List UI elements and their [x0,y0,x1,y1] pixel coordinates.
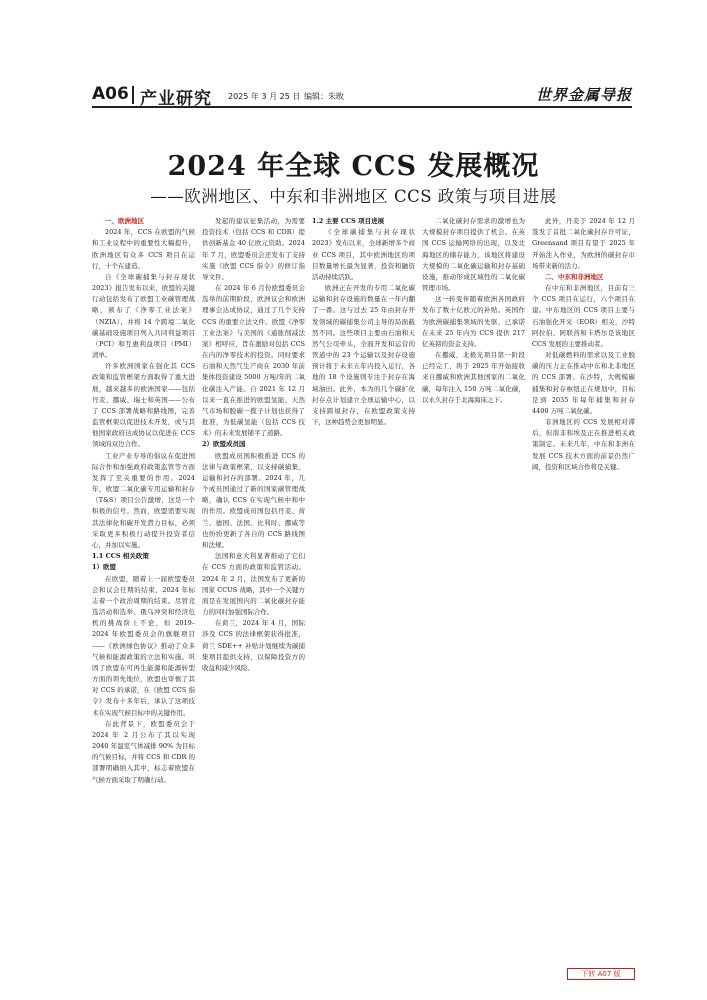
subsection-heading: 2）欧盟成员国 [202,440,246,449]
subsection-heading: 1）欧盟 [92,563,117,572]
column-4 [422,216,525,968]
page-number: A06 [92,84,129,104]
section-name: 产业研究 [140,89,212,109]
continued-notice: 下转 A07 版 [567,968,635,980]
article-title: 2024 年全球 CCS 发展概况 [167,151,540,182]
paragraph: 在挪威，北极光项目第一阶段已经完工，将于 2025 年开始接收来自挪威和欧洲其他国家的二氧化碳，每年注入 150 万吨二氧化碳，以永久封存于北海海床之下。 [422,351,525,404]
subsection-heading: 1.2 主要 CCS 项目进展 [312,217,385,225]
paragraph: 在此背景下，欧盟委员会于 2024 年 2 月公布了其以实现 2040 年温室气体减排 90% 为目标的气候目标，并将 CCS 和 CDR 的部署明确纳入其中，标志着欧盟在气候方面采取了明确行动。 [92,719,195,784]
section-heading: 一、欧洲地区 [105,217,144,225]
paragraph: 法国和意大利显著推动了它们在 CCS 方面的政策和监管活动。2024 年 2 月，法国发布了更新的国家 CCUS 战略，其中一个关键方面是在发展国内的二氧化碳封存能力的同时加强国际合作。 [202,552,305,617]
paragraph: 在欧盟，随着上一届欧盟委员会和议会任期的结束，2024 年标志着一个政治周期的结束。尽管竞选活动和选举、俄乌冲突和经济危机的挑战阶上不论，但 2019–2024 年欧盟委员会的旗舰项目——《欧洲绿色协议》推动了众多气候和能源政策的立法和实施。巩固了欧盟在可再生能源和能源转型方面的领先地位，欧盟也审慎了其对 CCS 的承诺，在《欧盟 CCS 指令》发布十多年后，承认了这项技术在实现气候目标中的关键作用。 [92,574,195,717]
page-header [92,84,632,108]
paragraph: 自《全球碳捕集与封存现状 2023》报告发布以来，欧盟的关键行动包括发布了欧盟工业碳管理战略，颁布了《净零工业法案》（NZIA），并将 14 个跨境二氧化碳基础设施项目列入共同利益项目（PCI）和互惠利益项目（PMI）清单。 [92,272,195,360]
header-divider [132,86,134,104]
editor-credit: 编辑：朱畋 [304,92,344,101]
paragraph: 许多欧洲国家在强化其 CCS 政策和监管框架方面取得了重大进展，越来越多的欧洲国家——包括丹麦、挪威、瑞士和英国——公布了 CCS 部署战略和路线图，完善监管框架以促进技术开发，或与其他国家政府达成协议以促进在 CCS 领域的双边合作。 [92,362,195,449]
section-heading: 二、中东和非洲地区 [545,272,604,281]
paragraph: 这一转变伴随着欧洲各国政府发布了数十亿欧元的补贴。英国作为欧洲碳捕集领域的先驱，已承诺在未来 25 年内为 CCS 提供 217 亿英镑的资金支持。 [422,295,525,348]
paragraph: 在荷兰，2024 年 4 月，国际涉及 CCS 的法律框架获得批准，荷兰 SDE++ 补贴计划继续为碳捕集项目提供支持，以保障投资方的收益和减少风险。 [202,619,305,672]
column-5 [532,216,635,968]
issue-date: 2025 年 3 月 25 日 [228,92,301,101]
paragraph: 此外，丹麦于 2024 年 12 月签发了首批二氧化碳封存许可证，Greensand 项目有望于 2025 年开始注入作业，为欧洲的碳封存市场带来新的活力。 [532,217,635,270]
paragraph: 2024 年，CCS 在欧盟的气候和工业议程中的重要性大幅提升，欧洲地区有众多 CCS 项目在运行，十个在建造。 [92,228,195,270]
paragraph: 工业产业专导的倡议在促进国际合作和加强政府政策监管等方面发挥了至关重要的作用。2024 年，欧盟二氧化碳专用运输和封存（T&S）项目公告激增，这是一个积极的信号。然而，欧盟需要实现其法律化和碳开发潜力目标，必须采取更多积极行动提升投资者信心，并加以实施。 [92,451,195,549]
newspaper-logo: 世界金属导报 [535,86,632,104]
subsection-heading: 1.1 CCS 相关政策 [92,552,149,561]
article-body [92,216,635,968]
column-3 [312,216,415,968]
article-subtitle: ——欧洲地区、中东和非洲地区 CCS 政策与项目进展 [150,187,557,206]
paragraph: 欧洲正在开发的专用二氧化碳运输和封存设施的数量在一年内翻了一番。这与过去 25 年由封存开发领域的碳捕集公司主导的局面截然不同。这些项目主要由石油和天然气公司牵头，全面开发和运营的管道中的 23 个运输以及封存设施预计将于未来五年内投入运行，各地的 18 个设施则专注于封存在海域油田。此外，本为的几个碳扩化封存点计划建立全球运输中心，以支持跨境封存，在欧盟政策支持下，这种趋势会更加明显。 [312,284,415,427]
paragraph: 非洲地区的 CCS 发展相对滞后，但南非和埃及正在推进相关政策制定。未来几年，中东和非洲在发展 CCS 技术方面的前景仍然广阔，投资和区域合作将是关键。 [532,418,635,471]
paragraph: 对低碳燃料的需求以及工业脱碳的压力正在推动中东和北非地区的 CCS 部署。在沙特，大规模碳捕集和封存枢纽正在规划中，目标是到 2035 年每年捕集和封存 4400 万吨二氧化碳。 [532,351,635,415]
column-2 [202,216,305,968]
column-1 [92,216,195,968]
paragraph: 发起的建议征集活动，为需要投资技术（包括 CCS 和 CDR）提供创新基金 40 亿欧元资助。2024 年 7 月，欧盟委员会还发布了支持实施《欧盟 CCS 指令》的修订指导文件。 [202,217,305,281]
paragraph: 《全球碳捕集与封存现状 2023》发布以来，全球新增多个商业 CCS 项目，其中欧洲地区的项目数量增长最为显著，投资和融资活动持续活跃。 [312,228,415,281]
paragraph: 在中东和非洲地区，目前有三个 CCS 项目在运行，六个项目在建。中东地区的 CCS 项目主要与石油强化开采（EOR）相关，沙特阿拉伯、阿联酋和卡塔尔是该地区 CCS 发展的主要推动者。 [532,284,635,348]
paragraph: 在 2024 年 6 月份欧盟委员会选举的前期阶段，欧洲议会和欧洲理事会达成协议，通过了几个支持 CCS 的重要立法文件。欧盟《净零工业法案》与美国的《通胀削减法案》相呼应，旨在激励对包括 CCS 在内的净零技术的投资。同时要求石油和天然气生产商在 2030 年前集体投资建设 5000 万吨/年的二氧化碳注入产能。自 2021 年 12 月以来一直在推进的欧盟氢能、天然气市场和脱碳一揽子计划也获得了批准，为低碳氢能（包括 CCS 技术）的未来发展铺平了道路。 [202,284,305,438]
paragraph: 欧盟成员国积极推进 CCS 的法律与政策框架，以支持碳捕集、运输和封存的部署。2024 年，几个成员国通过了新的国家碳管理战略，确认 CCS 在实现气候中和中的作用。欧盟成员国包括丹麦、荷兰、德国、法国、比利时、挪威等也纷纷更新了各自的 CCS 路线图和法规。 [202,451,305,549]
paragraph: 二氧化碳封存需求的激增也为大规模封存项目提供了机会。在英国 CCS 运输网络的出现，以及北海地区的储存能力，该地区将建设大规模的二氧化碳运输和封存基础设施，推动形成区域性的二氧化碳管理市场。 [422,217,525,293]
